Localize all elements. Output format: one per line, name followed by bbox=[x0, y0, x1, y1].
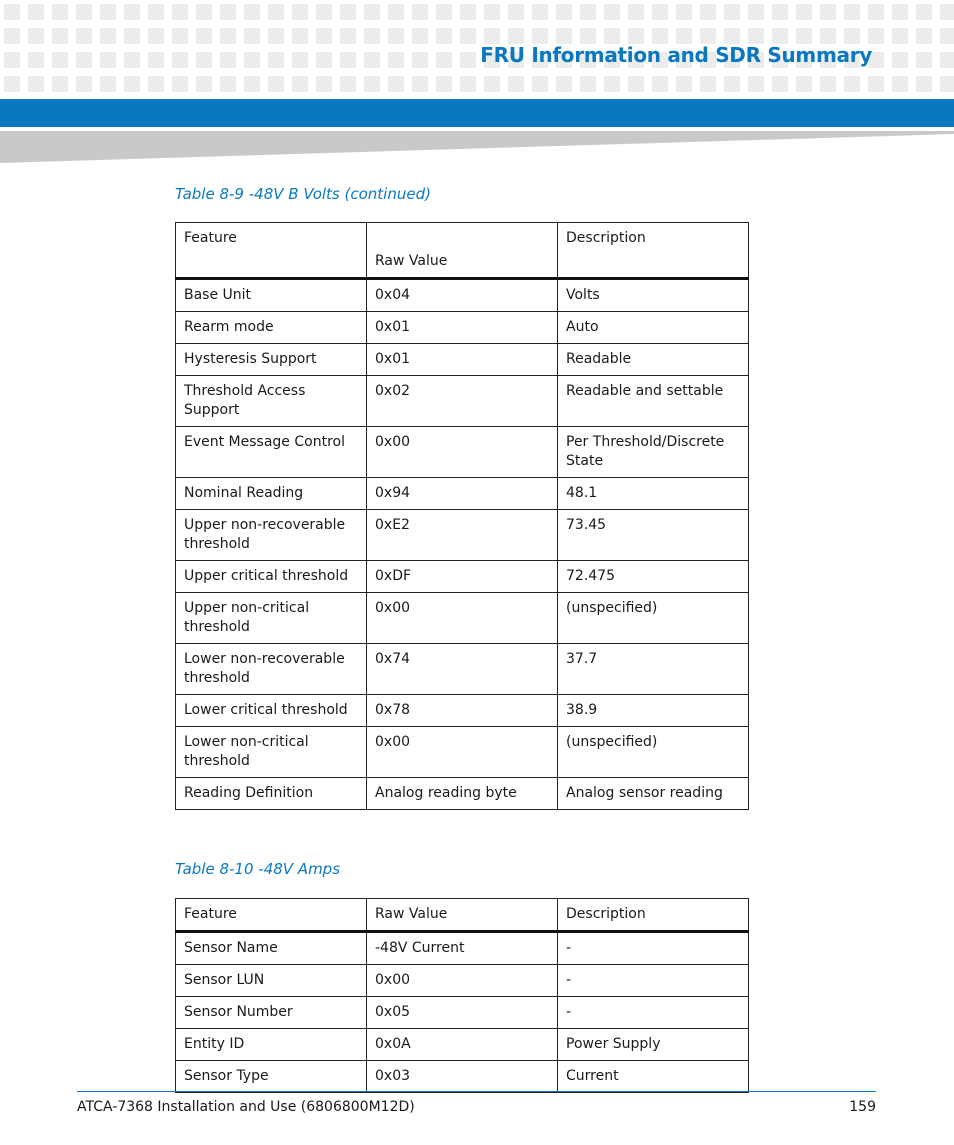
table-row bbox=[176, 965, 749, 997]
header-dot bbox=[700, 76, 716, 92]
cell-raw-value: Analog reading byte bbox=[367, 778, 558, 810]
header-dot bbox=[460, 52, 476, 68]
header-dot bbox=[52, 4, 68, 20]
header-dot bbox=[268, 28, 284, 44]
header-dot bbox=[244, 52, 260, 68]
cell-feature: Rearm mode bbox=[176, 312, 367, 344]
header-dot bbox=[172, 76, 188, 92]
header-dot bbox=[52, 76, 68, 92]
header-dot bbox=[580, 4, 596, 20]
header-dot bbox=[844, 28, 860, 44]
header-dot bbox=[388, 76, 404, 92]
cell-description: Auto bbox=[558, 312, 749, 344]
footer-page-number: 159 bbox=[849, 1099, 876, 1115]
cell-description: Current bbox=[558, 1061, 749, 1093]
header-dot bbox=[940, 28, 954, 44]
cell-raw-value: -48V Current bbox=[367, 932, 558, 965]
header-dot bbox=[148, 28, 164, 44]
header-dot bbox=[100, 52, 116, 68]
header-dot bbox=[940, 76, 954, 92]
table-row bbox=[176, 427, 749, 478]
header-dot bbox=[292, 76, 308, 92]
header-dot bbox=[556, 76, 572, 92]
table-header-row bbox=[176, 899, 749, 932]
header-dot bbox=[508, 28, 524, 44]
header-dot bbox=[196, 4, 212, 20]
header-dot bbox=[628, 4, 644, 20]
header-dot bbox=[940, 4, 954, 20]
header-dot bbox=[100, 28, 116, 44]
cell-description: - bbox=[558, 932, 749, 965]
header-dot bbox=[484, 4, 500, 20]
cell-description: Readable bbox=[558, 344, 749, 376]
column-header-feature: Feature bbox=[176, 223, 367, 279]
header-dot bbox=[28, 4, 44, 20]
header-dot bbox=[364, 76, 380, 92]
cell-description: Readable and settable bbox=[558, 376, 749, 427]
header-dot bbox=[220, 76, 236, 92]
header-dot bbox=[28, 76, 44, 92]
header-dot bbox=[916, 4, 932, 20]
cell-raw-value: 0x04 bbox=[367, 279, 558, 312]
header-dot bbox=[844, 4, 860, 20]
cell-raw-value: 0x01 bbox=[367, 344, 558, 376]
header-dot bbox=[100, 4, 116, 20]
cell-feature: Sensor Number bbox=[176, 997, 367, 1029]
header-dot bbox=[556, 4, 572, 20]
header-dot bbox=[652, 28, 668, 44]
cell-raw-value: 0x01 bbox=[367, 312, 558, 344]
header-dot bbox=[484, 28, 500, 44]
column-header-raw-value: Raw Value bbox=[367, 899, 558, 932]
cell-raw-value: 0x78 bbox=[367, 695, 558, 727]
header-dot bbox=[340, 76, 356, 92]
header-dot bbox=[172, 52, 188, 68]
cell-description: (unspecified) bbox=[558, 593, 749, 644]
header-dot bbox=[52, 52, 68, 68]
table-row bbox=[176, 695, 749, 727]
header-dot bbox=[244, 28, 260, 44]
header-dot bbox=[532, 4, 548, 20]
table-row bbox=[176, 510, 749, 561]
table-row bbox=[176, 561, 749, 593]
header-dot bbox=[916, 76, 932, 92]
cell-feature: Reading Definition bbox=[176, 778, 367, 810]
cell-raw-value: 0x00 bbox=[367, 593, 558, 644]
cell-feature: Event Message Control bbox=[176, 427, 367, 478]
header-dot bbox=[196, 28, 212, 44]
cell-feature: Hysteresis Support bbox=[176, 344, 367, 376]
header-dot bbox=[868, 28, 884, 44]
header-dot bbox=[532, 28, 548, 44]
header-dot bbox=[124, 28, 140, 44]
cell-description: 72.475 bbox=[558, 561, 749, 593]
cell-raw-value: 0x94 bbox=[367, 478, 558, 510]
table-row bbox=[176, 727, 749, 778]
cell-description: 38.9 bbox=[558, 695, 749, 727]
header-dot bbox=[748, 28, 764, 44]
header-dot bbox=[316, 76, 332, 92]
header-dot bbox=[820, 28, 836, 44]
cell-description: Volts bbox=[558, 279, 749, 312]
cell-description: - bbox=[558, 965, 749, 997]
header-dot bbox=[412, 52, 428, 68]
cell-description: Per Threshold/Discrete State bbox=[558, 427, 749, 478]
header-dot bbox=[772, 28, 788, 44]
header-dot bbox=[820, 76, 836, 92]
header-dot bbox=[316, 28, 332, 44]
header-dot bbox=[244, 76, 260, 92]
header-dot bbox=[148, 52, 164, 68]
header-dot bbox=[868, 4, 884, 20]
header-dot bbox=[340, 4, 356, 20]
column-header-description: Description bbox=[558, 223, 749, 279]
cell-feature: Upper non-critical threshold bbox=[176, 593, 367, 644]
cell-description: - bbox=[558, 997, 749, 1029]
header-dot bbox=[892, 28, 908, 44]
cell-description: 73.45 bbox=[558, 510, 749, 561]
header-dot bbox=[676, 4, 692, 20]
header-dot bbox=[316, 4, 332, 20]
header-dot bbox=[4, 4, 20, 20]
header-dot bbox=[100, 76, 116, 92]
cell-description: Power Supply bbox=[558, 1029, 749, 1061]
header-dot bbox=[4, 28, 20, 44]
cell-feature: Lower critical threshold bbox=[176, 695, 367, 727]
header-dot bbox=[4, 52, 20, 68]
header-dot bbox=[460, 4, 476, 20]
cell-raw-value: 0x03 bbox=[367, 1061, 558, 1093]
cell-description: Analog sensor reading bbox=[558, 778, 749, 810]
cell-description: (unspecified) bbox=[558, 727, 749, 778]
header-dot bbox=[724, 28, 740, 44]
header-dot bbox=[4, 76, 20, 92]
header-dot bbox=[748, 76, 764, 92]
header-dot bbox=[700, 4, 716, 20]
header-dot bbox=[244, 4, 260, 20]
table-row bbox=[176, 344, 749, 376]
header-dot bbox=[460, 28, 476, 44]
header-dot bbox=[76, 52, 92, 68]
table-row bbox=[176, 376, 749, 427]
cell-raw-value: 0x00 bbox=[367, 965, 558, 997]
header-dot bbox=[340, 28, 356, 44]
header-dot bbox=[532, 76, 548, 92]
cell-raw-value: 0x74 bbox=[367, 644, 558, 695]
header-dot bbox=[892, 4, 908, 20]
column-header-raw-value-label: Raw Value bbox=[375, 253, 448, 269]
header-dot bbox=[868, 76, 884, 92]
header-dot bbox=[580, 28, 596, 44]
cell-feature: Sensor Name bbox=[176, 932, 367, 965]
header-dot bbox=[172, 28, 188, 44]
header-dot bbox=[436, 28, 452, 44]
cell-raw-value: 0x00 bbox=[367, 427, 558, 478]
cell-feature: Upper critical threshold bbox=[176, 561, 367, 593]
header-dot bbox=[76, 28, 92, 44]
header-dot bbox=[388, 52, 404, 68]
header-dot bbox=[76, 4, 92, 20]
table-48v-amps bbox=[175, 898, 749, 1093]
header-dot bbox=[844, 76, 860, 92]
cell-description: 48.1 bbox=[558, 478, 749, 510]
cell-raw-value: 0xE2 bbox=[367, 510, 558, 561]
header-dot bbox=[388, 4, 404, 20]
header-dot bbox=[436, 52, 452, 68]
table-row bbox=[176, 932, 749, 965]
table-row bbox=[176, 312, 749, 344]
cell-feature: Base Unit bbox=[176, 279, 367, 312]
header-dot bbox=[220, 52, 236, 68]
header-dot bbox=[412, 28, 428, 44]
header-dot bbox=[580, 76, 596, 92]
cell-description: 37.7 bbox=[558, 644, 749, 695]
header-dot bbox=[508, 4, 524, 20]
header-dot bbox=[916, 52, 932, 68]
cell-feature: Entity ID bbox=[176, 1029, 367, 1061]
header-dot bbox=[676, 28, 692, 44]
header-dot bbox=[604, 76, 620, 92]
header-dot bbox=[652, 76, 668, 92]
header-dot bbox=[772, 4, 788, 20]
header-dot bbox=[196, 76, 212, 92]
header-dot bbox=[148, 4, 164, 20]
table-row bbox=[176, 478, 749, 510]
header-dot bbox=[820, 4, 836, 20]
cell-raw-value: 0xDF bbox=[367, 561, 558, 593]
header-dot bbox=[220, 4, 236, 20]
header-dot bbox=[388, 28, 404, 44]
header-dot bbox=[652, 4, 668, 20]
table-row bbox=[176, 1029, 749, 1061]
header-dot bbox=[892, 52, 908, 68]
header-gray-swoosh bbox=[0, 131, 954, 163]
header-dot bbox=[604, 4, 620, 20]
header-dot bbox=[124, 4, 140, 20]
cell-feature: Lower non-critical threshold bbox=[176, 727, 367, 778]
header-dot bbox=[556, 28, 572, 44]
header-dot bbox=[436, 76, 452, 92]
header-dot bbox=[28, 52, 44, 68]
header-dot bbox=[628, 76, 644, 92]
header-dot bbox=[796, 4, 812, 20]
header-dot bbox=[604, 28, 620, 44]
table-48v-b-volts bbox=[175, 222, 749, 810]
cell-raw-value: 0x00 bbox=[367, 727, 558, 778]
header-dot bbox=[508, 76, 524, 92]
header-dot bbox=[52, 28, 68, 44]
cell-feature: Nominal Reading bbox=[176, 478, 367, 510]
header-dot bbox=[364, 4, 380, 20]
cell-feature: Lower non-recoverable threshold bbox=[176, 644, 367, 695]
header-dot bbox=[292, 4, 308, 20]
header-dot bbox=[460, 76, 476, 92]
header-dot bbox=[796, 76, 812, 92]
header-dot bbox=[628, 28, 644, 44]
header-blue-band bbox=[0, 99, 954, 127]
cell-feature: Upper non-recoverable threshold bbox=[176, 510, 367, 561]
header-dot bbox=[124, 52, 140, 68]
cell-feature: Sensor LUN bbox=[176, 965, 367, 997]
header-dot bbox=[316, 52, 332, 68]
cell-raw-value: 0x0A bbox=[367, 1029, 558, 1061]
table-row bbox=[176, 279, 749, 312]
page-header-title: FRU Information and SDR Summary bbox=[480, 43, 872, 67]
footer-document-title: ATCA-7368 Installation and Use (6806800M12D) bbox=[77, 1099, 415, 1115]
footer-rule bbox=[77, 1091, 876, 1092]
column-header-raw-value bbox=[367, 223, 558, 279]
header-dot bbox=[292, 28, 308, 44]
cell-feature: Sensor Type bbox=[176, 1061, 367, 1093]
header-dot bbox=[412, 76, 428, 92]
header-dot bbox=[748, 4, 764, 20]
header-dot bbox=[940, 52, 954, 68]
header-dot bbox=[484, 76, 500, 92]
header-dot bbox=[268, 4, 284, 20]
header-dot bbox=[148, 76, 164, 92]
header-dot bbox=[700, 28, 716, 44]
header-dot bbox=[172, 4, 188, 20]
table-caption-48v-b-volts: Table 8-9 -48V B Volts (continued) bbox=[175, 185, 431, 203]
cell-raw-value: 0x05 bbox=[367, 997, 558, 1029]
header-dot bbox=[364, 52, 380, 68]
table-row bbox=[176, 778, 749, 810]
header-dot bbox=[676, 76, 692, 92]
header-dot bbox=[196, 52, 212, 68]
header-dot bbox=[724, 76, 740, 92]
header-dot bbox=[892, 76, 908, 92]
header-dot bbox=[268, 52, 284, 68]
header-dot bbox=[340, 52, 356, 68]
header-dot bbox=[772, 76, 788, 92]
table-row bbox=[176, 1061, 749, 1093]
header-dot bbox=[292, 52, 308, 68]
table-header-row bbox=[176, 223, 749, 279]
header-dot bbox=[436, 4, 452, 20]
cell-raw-value: 0x02 bbox=[367, 376, 558, 427]
header-dot bbox=[364, 28, 380, 44]
table-row bbox=[176, 997, 749, 1029]
cell-feature: Threshold Access Support bbox=[176, 376, 367, 427]
header-dot bbox=[412, 4, 428, 20]
header-dot bbox=[796, 28, 812, 44]
table-row bbox=[176, 593, 749, 644]
header-dot bbox=[916, 28, 932, 44]
header-dot bbox=[124, 76, 140, 92]
column-header-description: Description bbox=[558, 899, 749, 932]
header-dot bbox=[28, 28, 44, 44]
table-caption-48v-amps: Table 8-10 -48V Amps bbox=[175, 860, 341, 878]
header-dot bbox=[268, 76, 284, 92]
header-dot bbox=[76, 76, 92, 92]
header-dot bbox=[220, 28, 236, 44]
column-header-feature: Feature bbox=[176, 899, 367, 932]
header-dot bbox=[724, 4, 740, 20]
table-row bbox=[176, 644, 749, 695]
